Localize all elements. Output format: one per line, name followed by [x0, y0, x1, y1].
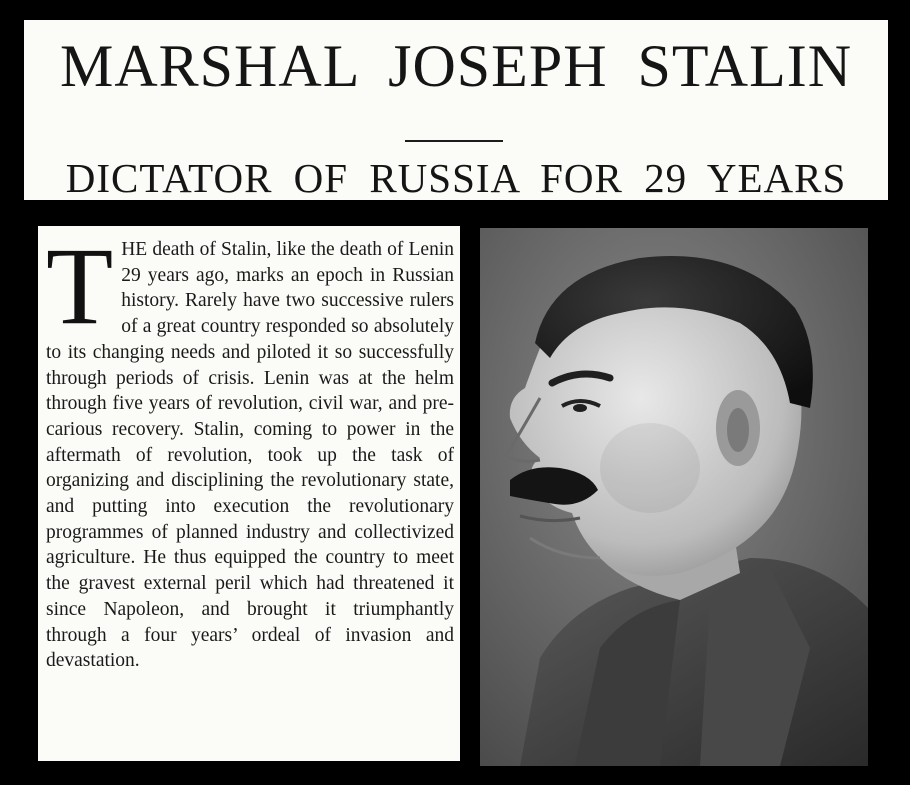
portrait-illustration: [480, 228, 868, 766]
headline-panel: [24, 20, 888, 200]
drop-cap: T: [46, 226, 114, 347]
headline-subtitle: DICTATOR OF RUSSIA FOR 29 YEARS: [65, 155, 847, 201]
article-column: [38, 226, 460, 761]
headline-divider: [405, 140, 503, 142]
article-paragraph: death of Stalin, like the death of Lenin 29 years ago, marks an epoch in Russian history. Rarely have two successive rulers of a great country responded so absolutely to its changing needs and piloted it so successfully through periods of crisis. Lenin was at the helm through five years of revolution, civil war, and precarious recovery. Stalin, coming to power in the aftermath of revolution, took up the task of organizing and disciplining the revolutionary state, and putting into execution the revolutionary programmes of planned industry and collectivized agriculture. He thus equipped the country to meet the gravest external peril which had threatened it since Napoleon, and brought it triumphantly through a four years’ ordeal of invasion and devastation.: [46, 239, 454, 672]
lead-caps: HE: [121, 239, 148, 260]
article-body: [46, 226, 454, 674]
portrait-photo: [480, 228, 868, 766]
headline-title: MARSHAL JOSEPH STALIN: [59, 33, 853, 99]
